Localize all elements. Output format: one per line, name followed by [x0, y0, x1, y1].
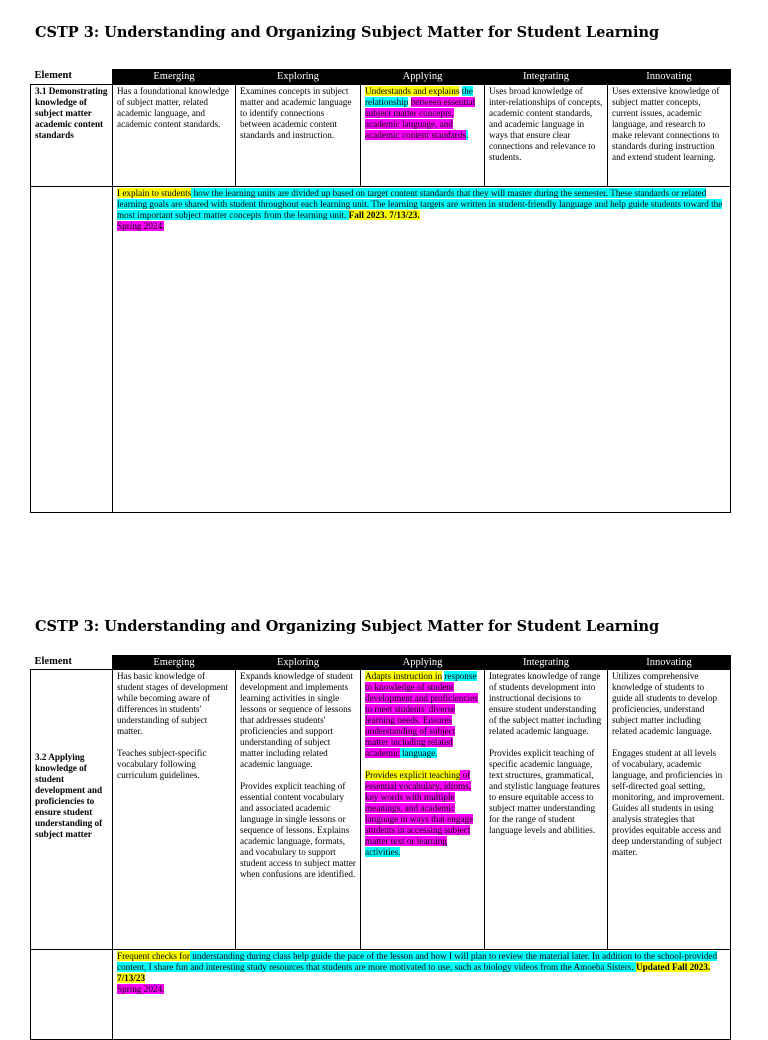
cell-text: Provides explicit teaching of essential content vocabulary and associated academic language in single lessons or sequence of lessons. Explains academic language, formats, and vocabulary to support student access to subject matter when confusions are identified.: [240, 781, 356, 879]
cell-text: Has a foundational knowledge of subject matter, related academic language, and academic content standards.: [117, 86, 230, 129]
highlight-yellow: Frequent checks for: [117, 951, 190, 961]
page-title: CSTP 3: Understanding and Organizing Subject Matter for Student Learning: [35, 618, 660, 635]
cell-text: Teaches subject-specific vocabulary following curriculum guidelines.: [117, 748, 207, 780]
evidence-fall-date: Fall 2023. 7/13/23.: [348, 210, 420, 220]
level-header-emerging: Emerging: [113, 656, 236, 670]
highlight-magenta: between essential subject matter concepts, academic language, and academic content standards: [365, 97, 476, 140]
level-header-integrating: Integrating: [485, 70, 608, 85]
element-label: 3.2 Applying knowledge of student development and proficiencies to ensure student understanding of subject matter: [31, 670, 113, 950]
cell-text: Integrates knowledge of range of students development into instructional decisions to ensure student understanding of the subject matter including related academic language.: [489, 671, 602, 736]
cell-innovating: [608, 85, 731, 187]
rubric-table: [30, 69, 731, 513]
highlight-yellow: I explain to students: [117, 188, 192, 198]
cell-text: Engages student at all levels of vocabulary, academic language, and proficiencies in self-directed goal setting, monitoring, and improvement. Guides all students in using analysis strategies that provides equitable access and deep understanding of subject matter.: [612, 748, 725, 857]
cell-text: Uses extensive knowledge of subject matter concepts, current issues, academic language, and research to make relevant connections to standards during instruction and extend student learning.: [612, 86, 720, 162]
evidence-element-cell: [31, 187, 113, 513]
cell-integrating: [485, 670, 608, 950]
cell-text: Uses broad knowledge of inter-relationships of concepts, academic content standards, and academic language in ways that ensure clear connections and relevance to students.: [489, 86, 603, 162]
element-header: Element: [31, 656, 113, 670]
cell-exploring: [236, 670, 361, 950]
highlight-cyan: how the learning units are divided up based on target content standards that they will master during the semester. These standards or related learning goals are shared with student throughout each learning unit. The learning targets are written in student-friendly language and help guide students toward the most important subject matter concepts from the learning unit.: [117, 188, 723, 220]
cell-text: [365, 770, 480, 858]
evidence-element-cell: [31, 950, 113, 1040]
highlight-cyan: understanding during class help guide the pace of the lesson and how I will plan to review the material later. In addition to the school-provided content, I share fun and interesting study resources that students are more motivated to use, such as biology videos from the Amoeba Sisters.: [117, 951, 718, 972]
highlight-cyan: activities.: [365, 847, 401, 857]
level-header-applying: Applying: [361, 70, 485, 85]
highlight-cyan: language.: [399, 748, 438, 758]
highlight-yellow: Understands and explains: [365, 86, 460, 96]
level-header-exploring: Exploring: [236, 656, 361, 670]
level-header-emerging: Emerging: [113, 70, 236, 85]
level-header-integrating: Integrating: [485, 656, 608, 670]
cell-innovating: [608, 670, 731, 950]
highlight-magenta: to knowledge of student development and proficiencies to meet students' diverse learning needs. Ensures understanding of subject matter including related academic: [365, 682, 478, 758]
cell-text: Utilizes comprehensive knowledge of students to guide all students to develop proficiencies, understand subject matter including related academic language.: [612, 671, 718, 736]
evidence-spring-date: Spring 2024.: [117, 221, 165, 231]
level-header-innovating: Innovating: [608, 656, 731, 670]
cell-text: Has basic knowledge of student stages of development while becoming aware of differences in students' understanding of subject matter.: [117, 671, 228, 736]
cell-exploring: [236, 85, 361, 187]
cell-applying: [361, 85, 485, 187]
evidence-cell: [113, 950, 731, 1040]
cell-emerging: [113, 670, 236, 950]
highlight-magenta: of essential vocabulary, idioms, key words with multiple meanings, and academic language in ways that engage students in accessing subject matter text or learning: [365, 770, 474, 846]
element-label: 3.1 Demonstrating knowledge of subject matter academic content standards: [31, 85, 113, 187]
cell-text: [365, 671, 480, 759]
evidence-spring-date: Spring 2024.: [117, 984, 165, 994]
cell-emerging: [113, 85, 236, 187]
page-title: CSTP 3: Understanding and Organizing Subject Matter for Student Learning: [35, 24, 660, 41]
cell-applying: [361, 670, 485, 950]
highlight-cyan: the relationship: [365, 86, 473, 107]
highlight-yellow: Adapts instruction in: [365, 671, 443, 681]
level-header-innovating: Innovating: [608, 70, 731, 85]
highlight-cyan: response: [444, 671, 477, 681]
highlight-cyan: .: [466, 130, 469, 140]
level-header-applying: Applying: [361, 656, 485, 670]
cell-text: Expands knowledge of student development and implements learning activities in single lessons or sequence of lessons that addresses students' proficiencies and support understanding of subject matter including related academic language.: [240, 671, 354, 769]
rubric-table: [30, 655, 731, 1040]
highlight-yellow: Provides explicit teaching: [365, 770, 461, 780]
cell-text: Examines concepts in subject matter and academic language to identify connections between academic content standards and instruction.: [240, 86, 352, 140]
cell-integrating: [485, 85, 608, 187]
evidence-fall-date: Updated Fall 2023. 7/13/23: [117, 962, 711, 983]
evidence-cell: [113, 187, 731, 513]
cell-text: Provides explicit teaching of specific academic language, text structures, grammatical, and stylistic language features to ensure equitable access to subject matter understanding for the range of student language levels and abilities.: [489, 748, 600, 835]
element-header: Element: [31, 70, 113, 85]
level-header-exploring: Exploring: [236, 70, 361, 85]
